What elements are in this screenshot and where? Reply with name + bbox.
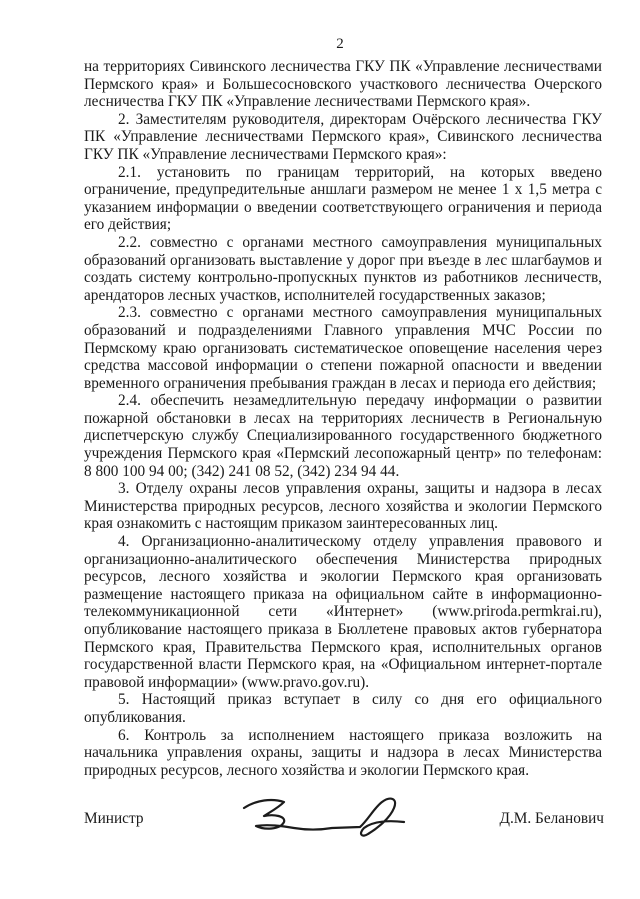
paragraph-continuation: на территориях Сивинского лесничества ГКУ ПК «Управление лесничествами Пермского края» и Большесосновского участкового лесничества Очерского лесничества ГКУ ПК «Управление лесничествами Пермского края».	[84, 58, 602, 111]
paragraph-item-2-4: 2.4. обеспечить незамедлительную передачу информации о развитии пожарной обстановки в лесах на территориях лесничеств в Региональную диспетчерскую службу Специализированного государственного бюджетного учреждения Пермского края «Пермский лесопожарный центр» по телефонам: 8 800 100 94 00; (342) 241 08 52, (342) 234 94 44.	[84, 392, 602, 480]
document-body	[84, 58, 602, 779]
paragraph-item-2-1: 2.1. установить по границам территорий, на которых введено ограничение, предупредительные аншлаги размером не менее 1 х 1,5 метра с указанием информации о введении соответствующего ограничения и периода его действия;	[84, 163, 602, 234]
paragraph-item-5: 5. Настоящий приказ вступает в силу со дня его официального опубликования.	[84, 691, 602, 726]
paragraph-item-3: 3. Отделу охраны лесов управления охраны, защиты и надзора в лесах Министерства природных ресурсов, лесного хозяйства и экологии Пермского края ознакомить с настоящим приказом заинтересованных лиц.	[84, 480, 602, 533]
handwritten-signature	[234, 790, 414, 842]
paragraph-item-4: 4. Организационно-аналитическому отделу управления правового и организационно-аналитического обеспечения Министерства природных ресурсов, лесного хозяйства и экологии Пермского края организовать размещение настоящего приказа на официальном сайте в информационно-телекоммуникационной сети «Интернет» (www.prirodа.permkrai.ru), опубликование настоящего приказа в Бюллетене правовых актов губернатора Пермского края, Правительства Пермского края, исполнительных органов государственной власти Пермского края, на «Официальном интернет-портале правовой информации» (www.pravo.gov.ru).	[84, 533, 602, 691]
paragraph-item-6: 6. Контроль за исполнением настоящего приказа возложить на начальника управления охраны, защиты и надзора в лесах Министерства природных ресурсов, лесного хозяйства и экологии Пермского края.	[84, 726, 602, 779]
signatory-name: Д.М. Беланович	[499, 810, 604, 827]
paragraph-item-2: 2. Заместителям руководителя, директорам Очёрского лесничества ГКУ ПК «Управление лесничествами Пермского края», Сивинского лесничества ГКУ ПК «Управление лесничествами Пермского края»:	[84, 110, 602, 163]
signatory-title: Министр	[84, 810, 144, 827]
signature-block	[84, 804, 604, 844]
paragraph-item-2-2: 2.2. совместно с органами местного самоуправления муниципальных образований организовать выставление у дорог при въезде в лес шлагбаумов и создать систему контрольно-пропускных пунктов из работников лесничеств, арендаторов лесных участков, исполнителей государственных заказов;	[84, 233, 602, 304]
paragraph-item-2-3: 2.3. совместно с органами местного самоуправления муниципальных образований и подразделениями Главного управления МЧС России по Пермскому краю организовать систематическое оповещение населения через средства массовой информации о степени пожарной опасности и введении временного ограничения пребывания граждан в лесах и периода его действия;	[84, 304, 602, 392]
page-number: 2	[336, 36, 344, 52]
